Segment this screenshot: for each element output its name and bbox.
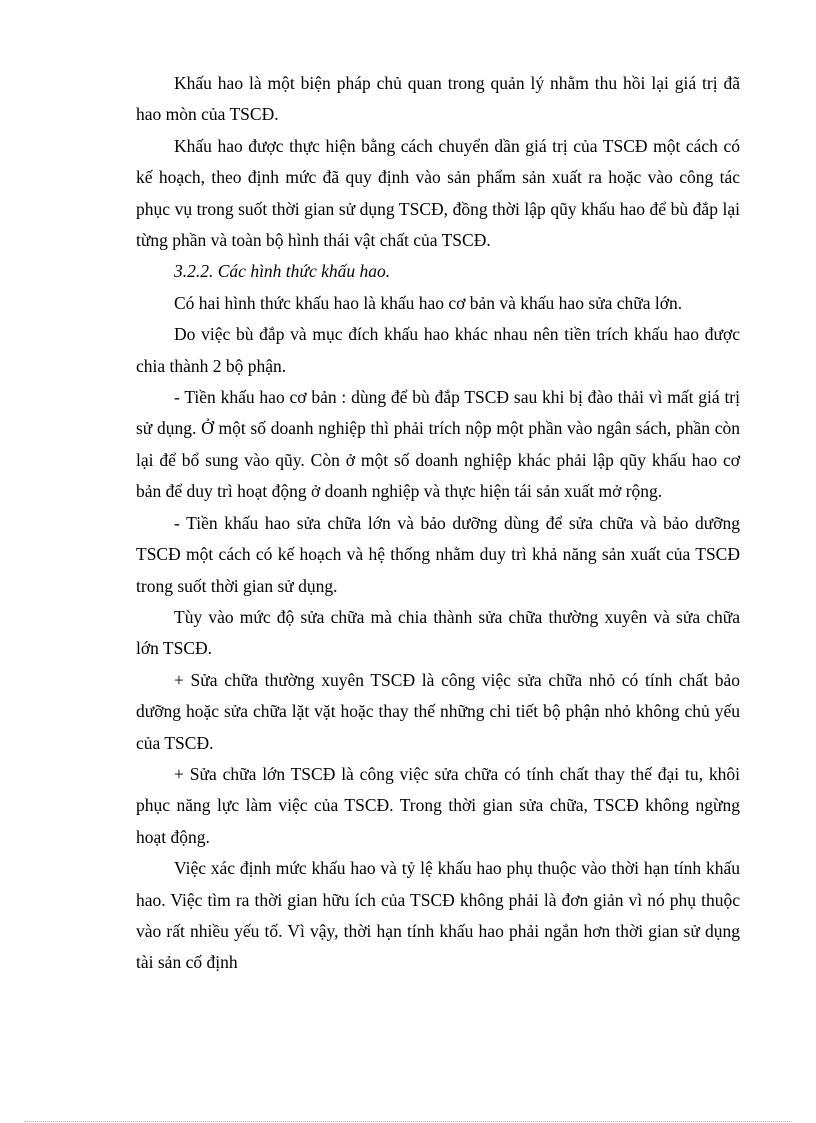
section-heading: 3.2.2. Các hình thức khấu hao.: [174, 261, 391, 282]
paragraph: Tùy vào mức độ sửa chữa mà chia thành sửa chữa thường xuyên và sửa chữa lớn TSCĐ.: [136, 606, 740, 659]
paragraph: Khấu hao là một biện pháp chủ quan trong quản lý nhằm thu hồi lại giá trị đã hao mòn của TSCĐ.: [136, 73, 740, 125]
paragraph: Khấu hao được thực hiện bằng cách chuyển dần giá trị của TSCĐ một cách có kế hoạch, theo định mức đã quy định vào sản phẩm sản xuất ra hoặc vào công tác phục vụ trong suốt thời gian sử dụng TSCĐ, đồng thời lập qũy khấu hao để bù đắp lại từng phần và toàn bộ hình thái vật chất của TSCĐ.: [136, 135, 740, 251]
paragraph: + Sửa chữa thường xuyên TSCĐ là công việc sửa chữa nhỏ có tính chất bảo dưỡng hoặc sửa chữa lặt vặt hoặc thay thế những chi tiết bộ phận nhỏ không chủ yếu của TSCĐ.: [136, 669, 740, 753]
paragraph: + Sửa chữa lớn TSCĐ là công việc sửa chữa có tính chất thay thế đại tu, khôi phục năng lực làm việc của TSCĐ. Trong thời gian sửa chữa, TSCĐ không ngừng hoạt động.: [136, 763, 740, 847]
paragraph: Do việc bù đắp và mục đích khấu hao khác nhau nên tiền trích khấu hao được chia thành 2 bộ phận.: [136, 324, 740, 376]
document-body: [136, 68, 740, 979]
paragraph: Việc xác định mức khấu hao và tỷ lệ khấu hao phụ thuộc vào thời hạn tính khấu hao. Việc tìm ra thời gian hữu ích của TSCĐ không phải là đơn giản vì nó phụ thuộc vào rất nhiều yếu tố. Vì vậy, thời hạn tính khấu hao phải ngắn hơn thời gian sử dụng tài sản cố định: [136, 858, 740, 973]
page-bottom-divider: [24, 1121, 792, 1122]
paragraph: - Tiền khấu hao cơ bản : dùng để bù đắp TSCĐ sau khi bị đào thải vì mất giá trị sử dụng. Ở một số doanh nghiệp thì phải trích nộp một phần vào ngân sách, phần còn lại để bổ sung vào qũy. Còn ở một số doanh nghiệp khác phải lập qũy khấu hao cơ bản để duy trì hoạt động ở doanh nghiệp và thực hiện tái sản xuất mở rộng.: [136, 387, 740, 502]
paragraph: Có hai hình thức khấu hao là khấu hao cơ bản và khấu hao sửa chữa lớn.: [174, 292, 683, 313]
paragraph: - Tiền khấu hao sửa chữa lớn và bảo dưỡng dùng để sửa chữa và bảo dưỡng TSCĐ một cách có kế hoạch và hệ thống nhằm duy trì khả năng sản xuất của TSCĐ trong suốt thời gian sử dụng.: [136, 512, 740, 596]
